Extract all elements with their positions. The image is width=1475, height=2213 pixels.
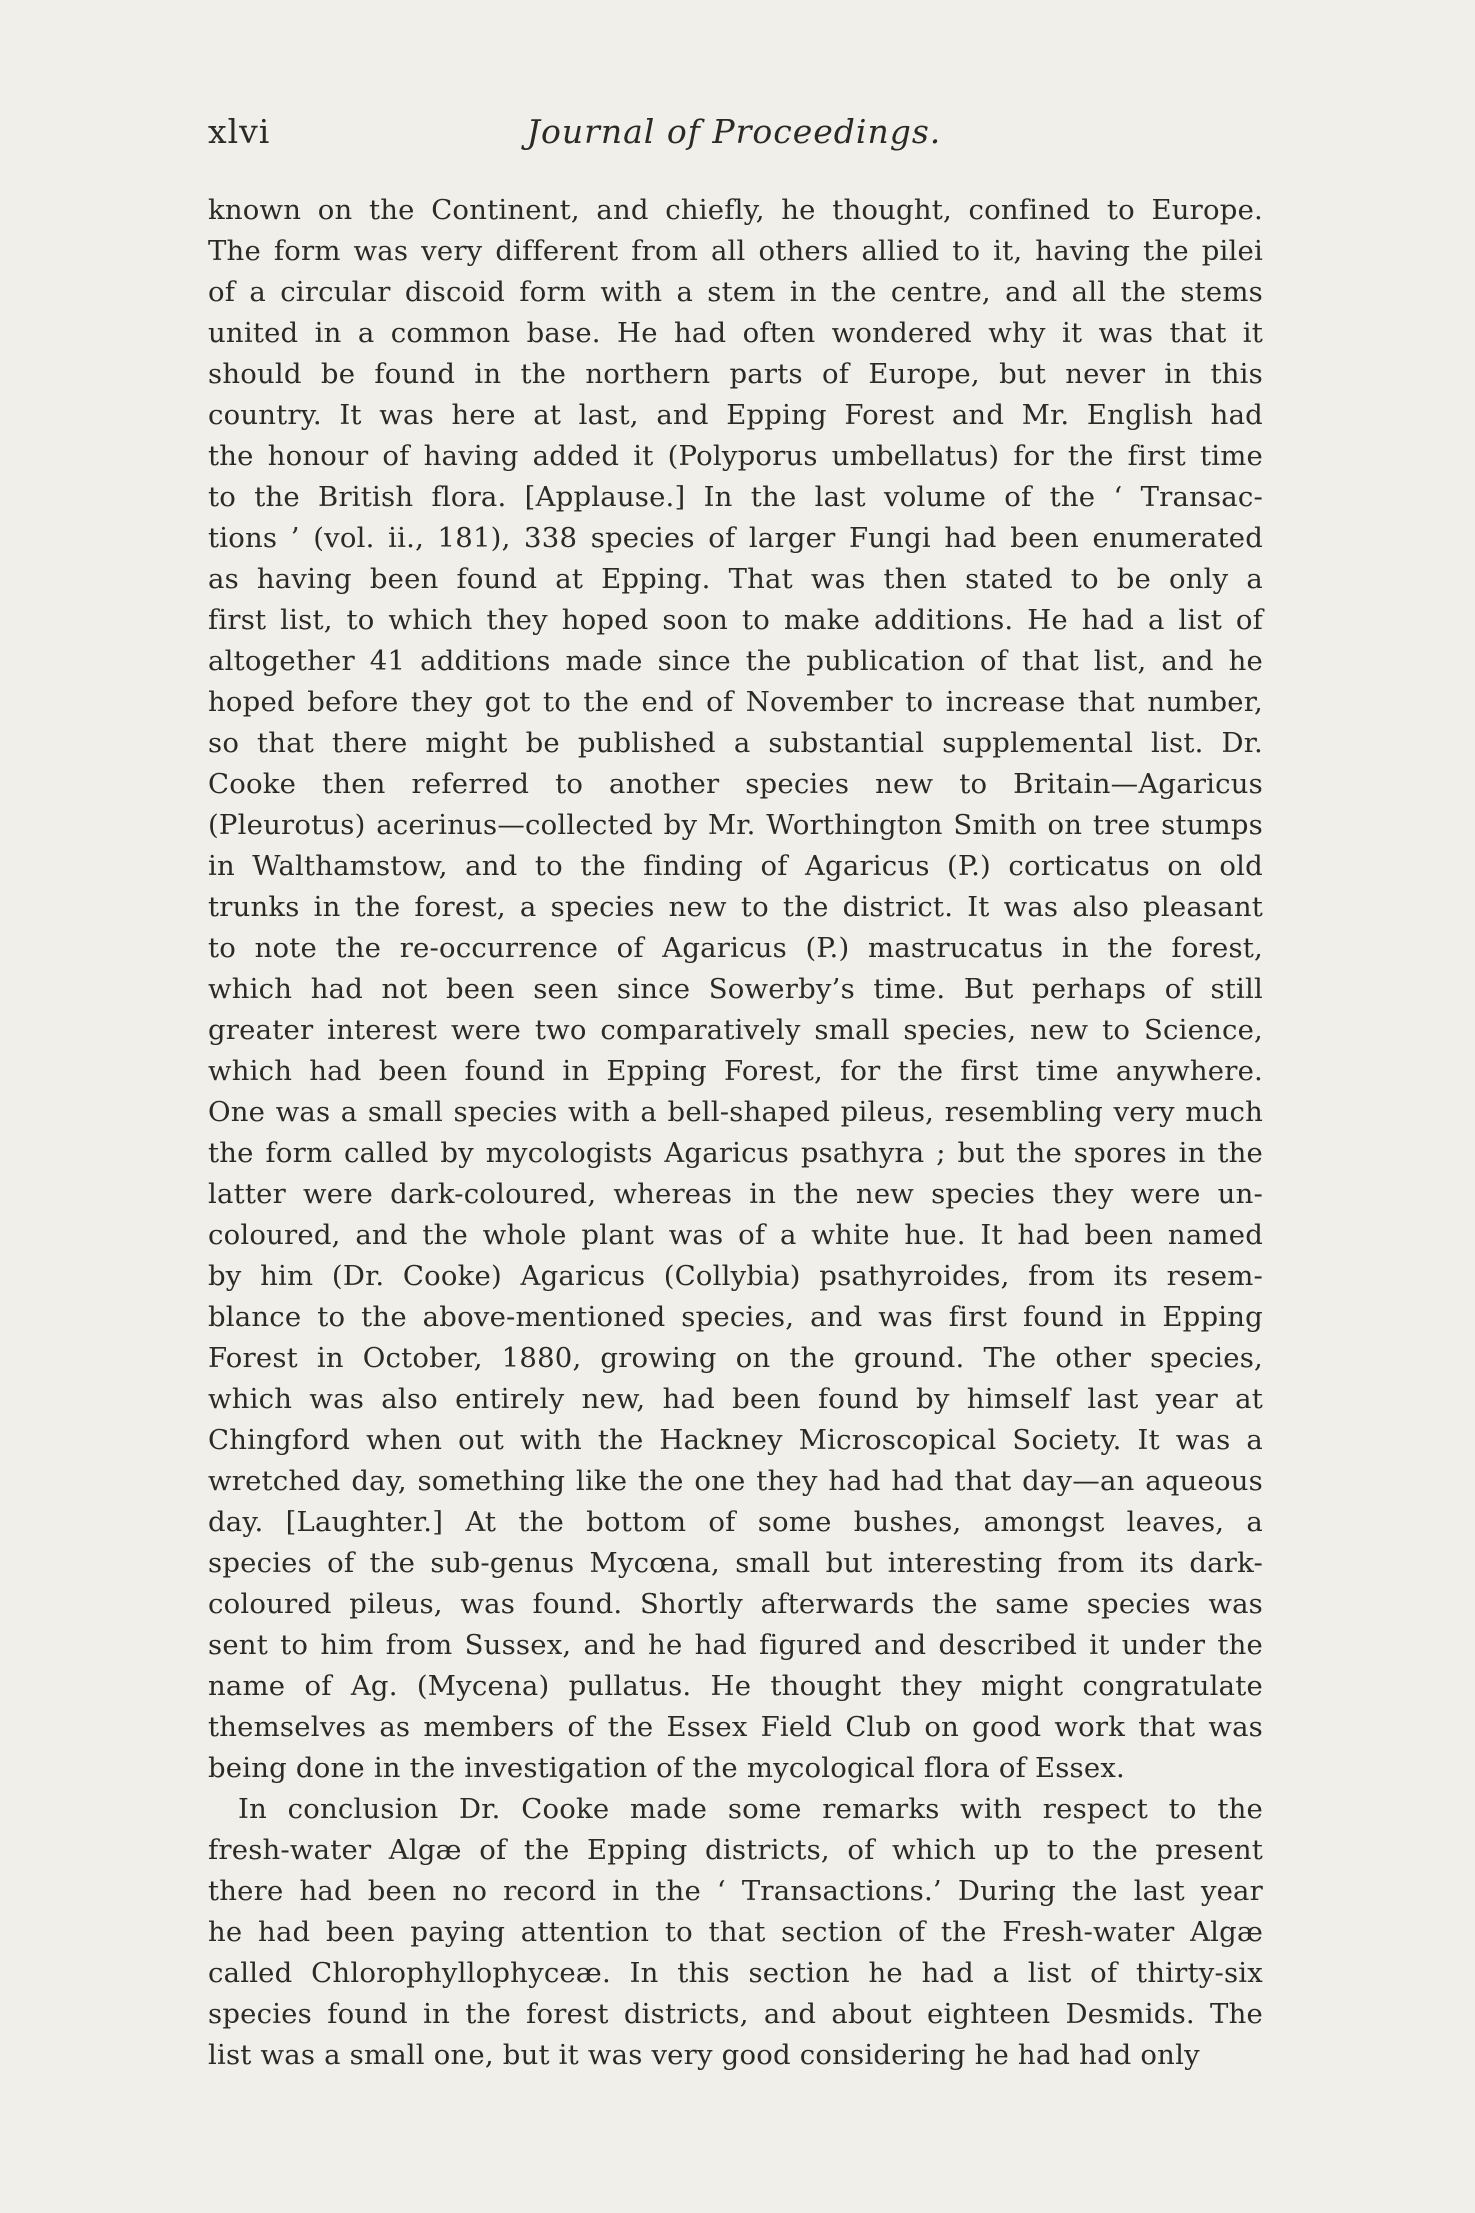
text-line: country. It was here at last, and Epping Forest and Mr. English had <box>208 399 1263 431</box>
text-line: trunks in the forest, a species new to the district. It was also pleasant <box>208 891 1263 923</box>
paragraph <box>208 190 1263 1789</box>
text-line: united in a common base. He had often wondered why it was that it <box>208 317 1263 349</box>
running-head <box>208 112 1260 164</box>
text-line: first list, to which they hoped soon to make additions. He had a list of <box>208 604 1263 636</box>
text-line: as having been found at Epping. That was then stated to be only a <box>208 563 1263 595</box>
text-line: tions ’ (vol. ii., 181), 338 species of larger Fungi had been enumerated <box>208 522 1263 554</box>
text-line: to note the re-occurrence of Agaricus (P.) mastrucatus in the forest, <box>208 932 1263 964</box>
text-line: being done in the investigation of the mycological flora of Essex. <box>208 1752 1125 1784</box>
running-title: Journal of Proceedings. <box>526 112 942 151</box>
text-line: hoped before they got to the end of November to increase that number, <box>208 686 1263 718</box>
page-number: xlvi <box>208 112 271 151</box>
text-line: coloured, and the whole plant was of a white hue. It had been named <box>208 1219 1263 1251</box>
paragraph <box>208 1789 1263 2076</box>
text-line: list was a small one, but it was very good considering he had had only <box>208 2039 1200 2071</box>
text-line: known on the Continent, and chiefly, he thought, confined to Europe. <box>208 194 1263 226</box>
text-line: day. [Laughter.] At the bottom of some bushes, amongst leaves, a <box>208 1506 1263 1538</box>
body-text <box>208 190 1263 2076</box>
text-line: In conclusion Dr. Cooke made some remarks with respect to the <box>238 1793 1263 1825</box>
text-line: by him (Dr. Cooke) Agaricus (Collybia) psathyroides, from its resem- <box>208 1260 1263 1292</box>
text-line: (Pleurotus) acerinus—collected by Mr. Worthington Smith on tree stumps <box>208 809 1263 841</box>
text-line: called Chlorophyllophyceæ. In this section he had a list of thirty-six <box>208 1957 1263 1989</box>
text-line: name of Ag. (Mycena) pullatus. He thought they might congratulate <box>208 1670 1263 1702</box>
text-line: Cooke then referred to another species new to Britain—Agaricus <box>208 768 1263 800</box>
text-line: in Walthamstow, and to the finding of Agaricus (P.) corticatus on old <box>208 850 1263 882</box>
text-line: to the British flora. [Applause.] In the last volume of the ‘ Transac- <box>208 481 1263 513</box>
text-line: blance to the above-mentioned species, and was first found in Epping <box>208 1301 1263 1333</box>
text-line: he had been paying attention to that section of the Fresh-water Algæ <box>208 1916 1263 1948</box>
text-line: which had been found in Epping Forest, for the first time anywhere. <box>208 1055 1263 1087</box>
text-line: which had not been seen since Sowerby’s time. But perhaps of still <box>208 973 1263 1005</box>
text-line: sent to him from Sussex, and he had figured and described it under the <box>208 1629 1263 1661</box>
text-line: should be found in the northern parts of Europe, but never in this <box>208 358 1263 390</box>
text-line: species of the sub-genus Mycœna, small but interesting from its dark- <box>208 1547 1263 1579</box>
text-line: there had been no record in the ‘ Transactions.’ During the last year <box>208 1875 1263 1907</box>
text-line: wretched day, something like the one they had had that day—an aqueous <box>208 1465 1263 1497</box>
text-line: so that there might be published a substantial supplemental list. Dr. <box>208 727 1263 759</box>
text-line: Chingford when out with the Hackney Microscopical Society. It was a <box>208 1424 1263 1456</box>
text-line: Forest in October, 1880, growing on the ground. The other species, <box>208 1342 1263 1374</box>
text-line: latter were dark-coloured, whereas in the new species they were un- <box>208 1178 1263 1210</box>
text-line: the honour of having added it (Polyporus umbellatus) for the first time <box>208 440 1263 472</box>
text-line: fresh-water Algæ of the Epping districts, of which up to the present <box>208 1834 1263 1866</box>
text-line: species found in the forest districts, and about eighteen Desmids. The <box>208 1998 1263 2030</box>
text-line: of a circular discoid form with a stem in the centre, and all the stems <box>208 276 1263 308</box>
text-line: the form called by mycologists Agaricus psathyra ; but the spores in the <box>208 1137 1263 1169</box>
text-line: themselves as members of the Essex Field Club on good work that was <box>208 1711 1263 1743</box>
text-line: which was also entirely new, had been found by himself last year at <box>208 1383 1263 1415</box>
text-line: altogether 41 additions made since the publication of that list, and he <box>208 645 1263 677</box>
text-line: One was a small species with a bell-shaped pileus, resembling very much <box>208 1096 1263 1128</box>
text-line: greater interest were two comparatively small species, new to Science, <box>208 1014 1263 1046</box>
text-line: coloured pileus, was found. Shortly afterwards the same species was <box>208 1588 1263 1620</box>
text-line: The form was very different from all others allied to it, having the pilei <box>208 235 1263 267</box>
